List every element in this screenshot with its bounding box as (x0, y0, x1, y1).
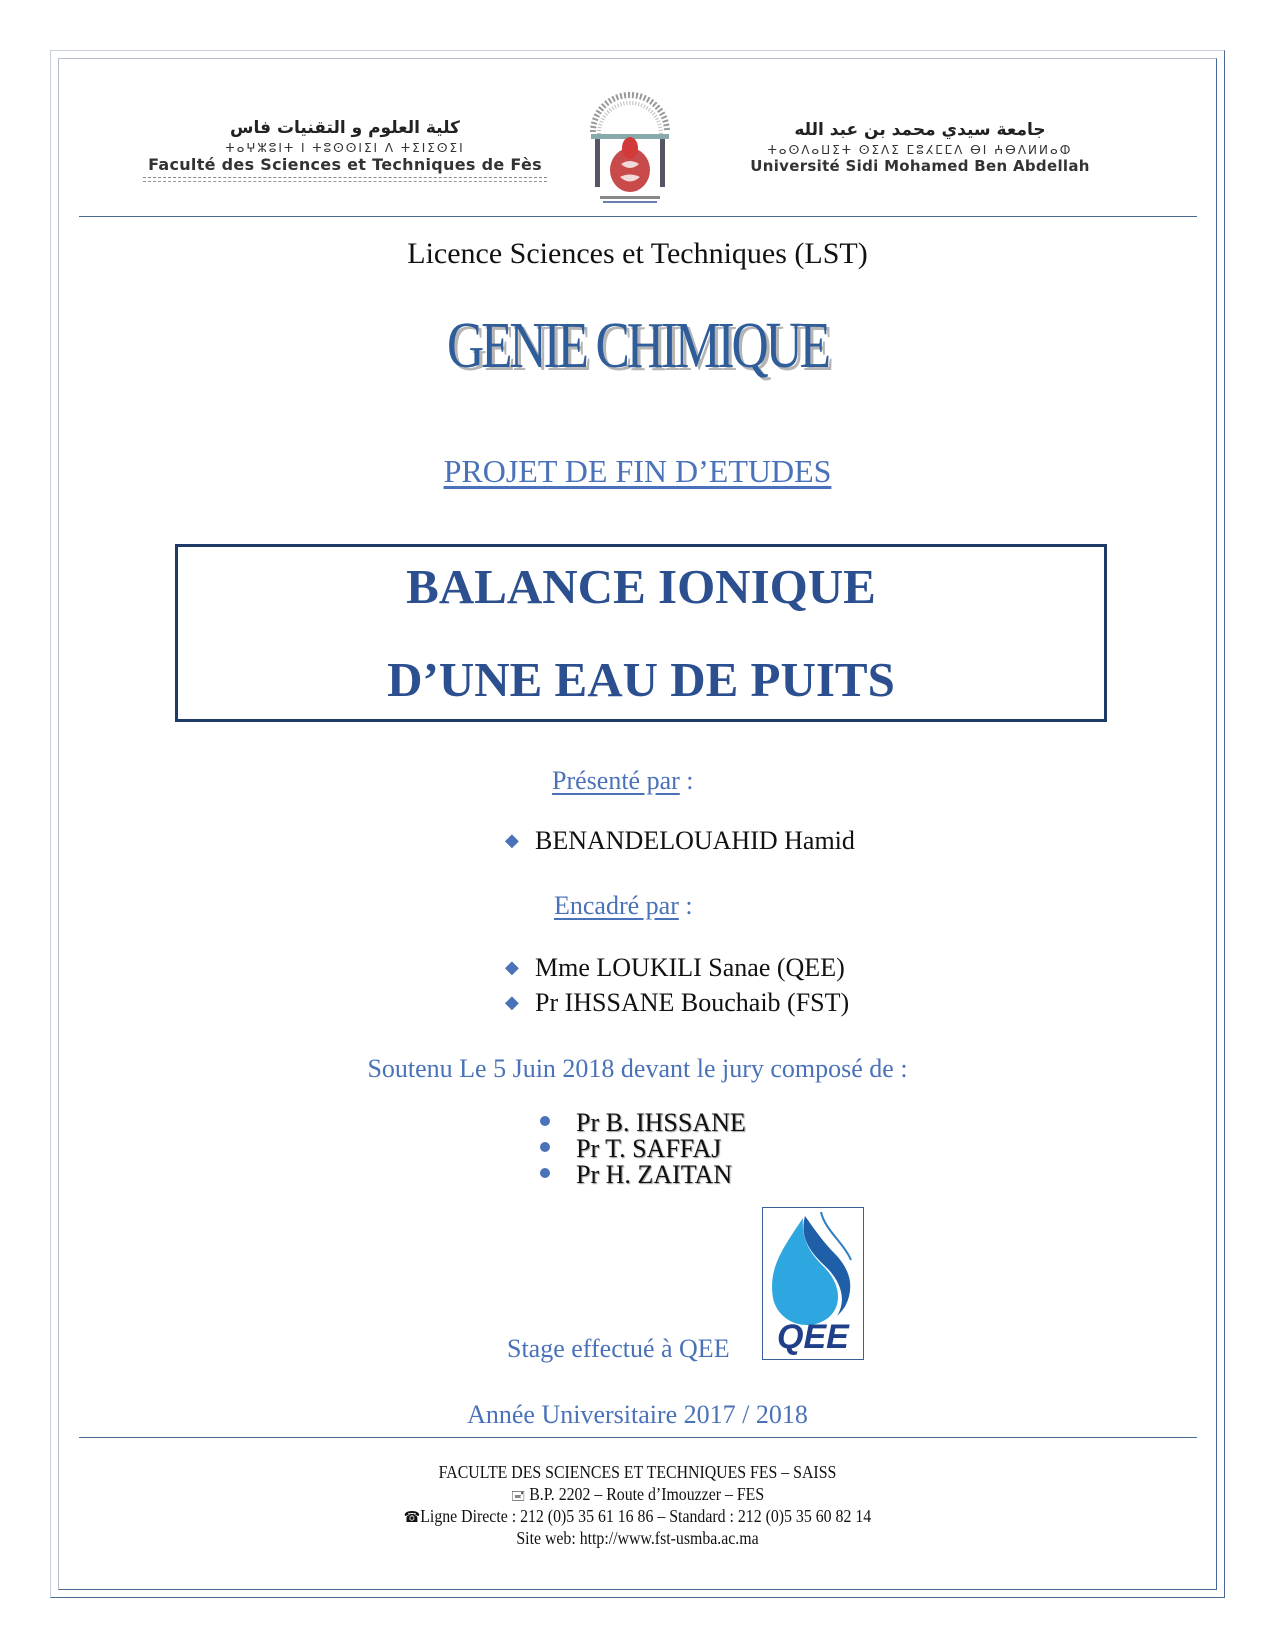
academic-year: Année Universitaire 2017 / 2018 (467, 1400, 808, 1429)
faculty-logo-block (135, 118, 555, 182)
bullet-dot-icon (540, 1168, 550, 1178)
document-type: PROJET DE FIN D’ETUDES (443, 453, 832, 489)
footer-website[interactable]: Site web: http://www.fst-usmba.ac.ma (516, 1528, 759, 1548)
jury-item (540, 1110, 746, 1136)
internship-statement: Stage effectué à QEE (507, 1334, 730, 1363)
university-crest-icon (585, 82, 675, 207)
mailbox-icon: 🖃 (510, 1488, 530, 1504)
jury-member: Pr T. SAFFAJ (576, 1134, 722, 1163)
supervisor-name: Pr IHSSANE Bouchaib (FST) (535, 988, 850, 1017)
presented-by-label (552, 766, 694, 796)
supervised-by-colon: : (678, 891, 693, 920)
footer-phone (77, 1505, 1199, 1528)
diamond-bullet-icon: ◆ (505, 957, 519, 978)
footer-address (77, 1483, 1199, 1507)
footer-institution: FACULTE DES SCIENCES ET TECHNIQUES FES – SAISS (438, 1462, 837, 1482)
supervised-by-label (554, 891, 693, 921)
jury-item (540, 1136, 721, 1162)
university-name-arabic: جامعة سيدي محمد بن عبد الله (794, 120, 1046, 140)
jury-item (540, 1162, 732, 1188)
diamond-bullet-icon: ◆ (505, 992, 519, 1013)
water-drop-icon (763, 1208, 863, 1358)
faculty-name-latin: Faculté des Sciences et Techniques de Fès (148, 155, 542, 174)
supervised-by-text: Encadré par (554, 891, 679, 920)
university-name-tifinagh: ⵜⴰⵙⴷⴰⵡⵉⵜ ⵙⵉⴷⵉ ⵎⵓⵃⵎⵎⴷ ⴱⵏ ⵄⴱⴷⵍⵍⴰⵀ (767, 143, 1073, 157)
supervisor-name: Mme LOUKILI Sanae (QEE) (535, 953, 845, 982)
footer-phone-text: Ligne Directe : 212 (0)5 35 61 16 86 – Standard : 212 (0)5 35 60 82 14 (420, 1506, 872, 1526)
program-name: Licence Sciences et Techniques (LST) (407, 237, 868, 270)
faculty-name-tifinagh: ⵜⴰⵖⵣⵓⵏⵜ ⵏ ⵜⵓⵙⵙⵏⵉⵏ ⴷ ⵜⵉⵏⵉⵙⵉⵏ (225, 141, 465, 155)
qee-logo (762, 1207, 864, 1360)
jury-member: Pr B. IHSSANE (576, 1108, 746, 1137)
faculty-underline (143, 177, 546, 182)
university-logo-block (730, 120, 1110, 175)
student-name: BENANDELOUAHID Hamid (535, 826, 855, 855)
student-item (505, 826, 855, 856)
thesis-title-line-2: D’UNE EAU DE PUITS (387, 652, 895, 707)
faculty-name-arabic: كلية العلوم و التقنيات فاس (230, 118, 460, 138)
field-title: GENIE CHIMIQUE (447, 309, 828, 382)
presented-by-colon: : (679, 766, 694, 795)
bullet-dot-icon (540, 1142, 550, 1152)
university-name-latin: Université Sidi Mohamed Ben Abdellah (750, 157, 1090, 175)
diamond-bullet-icon: ◆ (505, 830, 519, 851)
defense-statement: Soutenu Le 5 Juin 2018 devant le jury composé de : (367, 1054, 908, 1083)
supervisor-item (505, 953, 845, 983)
jury-member: Pr H. ZAITAN (576, 1160, 733, 1189)
telephone-icon: ☎ (403, 1508, 421, 1526)
thesis-title-line-1: BALANCE IONIQUE (406, 559, 876, 614)
bullet-dot-icon (540, 1116, 550, 1126)
footer-rule (79, 1437, 1197, 1438)
presented-by-text: Présenté par (552, 766, 680, 795)
header-rule (79, 216, 1197, 217)
footer-address-text: B.P. 2202 – Route d’Imouzzer – FES (529, 1484, 765, 1504)
svg-text:QEE: QEE (777, 1318, 849, 1356)
supervisor-item (505, 988, 849, 1018)
